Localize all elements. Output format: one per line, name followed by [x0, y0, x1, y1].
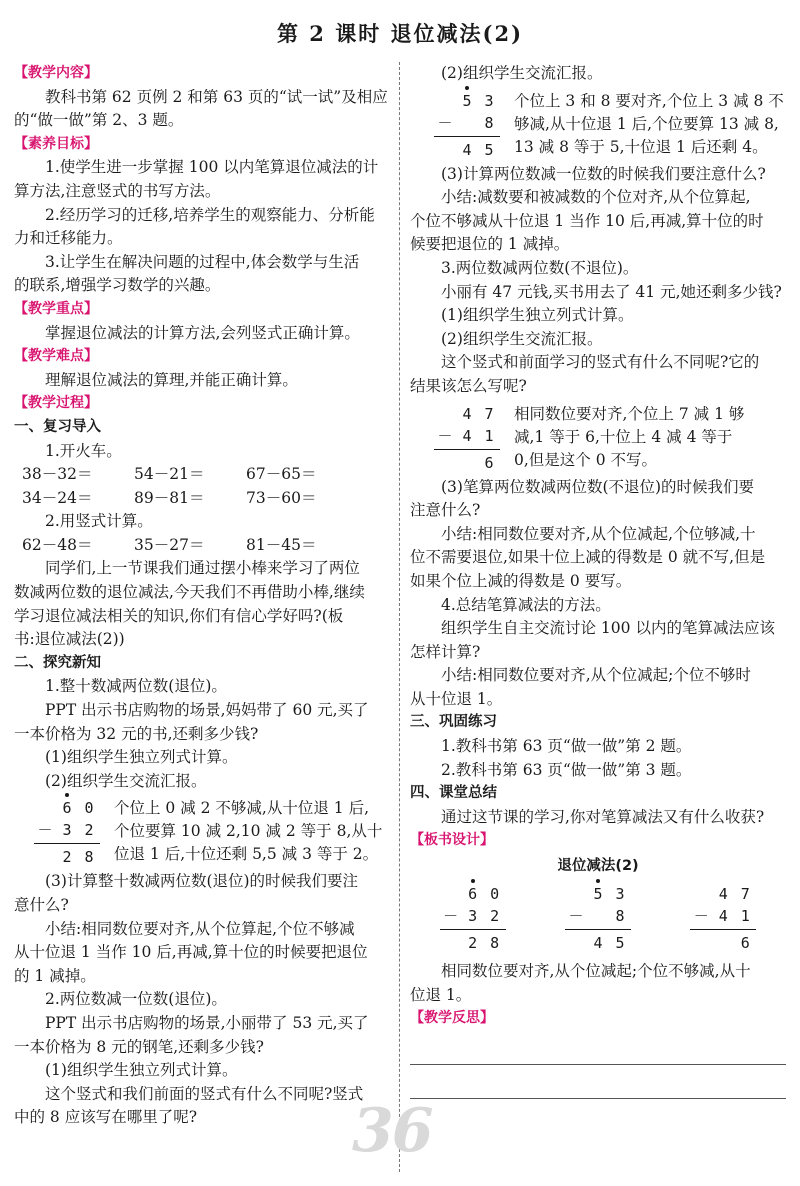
calc-digit	[712, 932, 734, 954]
paragraph-line: 意什么?	[14, 896, 69, 914]
paragraph-line: 小结:相同数位要对齐,从个位减起;个位不够时	[441, 666, 751, 685]
paragraph-line: 这个竖式和我们前面的竖式有什么不同呢?竖式	[45, 1084, 364, 1103]
paragraph-line: (2)组织学生交流汇报。	[441, 329, 603, 348]
calc-digit: 4	[718, 907, 728, 926]
calc-explanation	[500, 403, 786, 472]
paragraph-line: 这个竖式和前面学习的竖式有什么不同呢?它的	[441, 353, 760, 372]
calc-rule	[34, 843, 100, 844]
section-heading: 一、复习导入	[14, 418, 101, 435]
section-tag-board: 【板书设计】	[410, 832, 494, 849]
calc-digit: 7	[740, 885, 750, 904]
calc-block	[410, 403, 786, 474]
exercise-row	[14, 534, 392, 558]
paragraph-line: 同学们,上一节课我们通过摆小棒来学习了两位	[45, 559, 360, 578]
calc-digit	[456, 452, 478, 474]
calc-digit: 6	[740, 934, 750, 953]
calc-digit	[34, 797, 56, 819]
section-tag-reflection: 【教学反思】	[410, 1010, 494, 1027]
vertical-calculation	[434, 403, 500, 474]
paragraph-line: 学习退位减法相关的知识,你们有信心学好吗?(板	[14, 606, 344, 625]
section-tag-content: 【教学内容】	[14, 65, 98, 81]
page-number-watermark: 36	[352, 1096, 432, 1166]
calc-digit: 5	[615, 934, 625, 953]
exercise-row	[14, 487, 392, 511]
paragraph-line: 小结:相同数位要对齐,从个位算起,个位不够减	[45, 919, 355, 938]
page-title: 第 2 课时 退位减法(2)	[276, 21, 524, 46]
left-column	[14, 62, 392, 1130]
reflection-line[interactable]	[410, 1065, 786, 1099]
calc-digit	[434, 90, 456, 112]
minus-sign: －	[437, 426, 453, 445]
calc-digit	[434, 452, 456, 474]
vertical-calculation	[690, 883, 756, 954]
calc-digit: 3	[484, 91, 494, 110]
explanation-line: 13 减 8 等于 5,十位退 1 后还剩 4。	[514, 137, 768, 156]
exercise-item: 62－48＝	[22, 535, 93, 554]
calc-digit: 8	[490, 934, 500, 953]
paragraph-line: 1.开火车。	[45, 441, 122, 460]
calc-digit: 4	[718, 885, 728, 904]
explanation-line: 位退 1 后,十位还剩 5,5 减 3 等于 2。	[114, 845, 379, 864]
paragraph-line: PPT 出示书店购物的场景,小丽带了 53 元,买了	[45, 1013, 369, 1032]
exercise-item: 35－27＝	[134, 535, 205, 554]
calc-explanation	[100, 797, 392, 866]
calc-digit: 3	[62, 821, 72, 840]
calc-digit: 4	[462, 426, 472, 445]
paragraph-line: 2.教科书第 63 页“做一做”第 3 题。	[441, 760, 692, 779]
paragraph-line: 3.两位数减两位数(不退位)。	[441, 258, 639, 277]
paragraph-line: 从十位退 1 当作 10 后,再减,算十位的时候要把退位	[14, 943, 368, 962]
calc-digit: 5	[593, 885, 603, 904]
calc-digit	[440, 883, 462, 905]
explanation-line: 减,1 等于 6,十位上 4 减 4 等于	[514, 427, 733, 446]
paragraph-line: 算方法,注意竖式的书写方法。	[14, 181, 221, 200]
exercise-item: 89－81＝	[134, 488, 205, 507]
calc-digit: 7	[484, 404, 494, 423]
paragraph-line: (3)计算整十数减两位数(退位)的时候我们要注	[45, 872, 359, 891]
borrow-dot	[471, 879, 475, 883]
explanation-line: 0,但是这个 0 不写。	[514, 450, 658, 469]
paragraph-line: 位不需要退位,如果十位上减的得数是 0 就不写,但是	[410, 548, 766, 567]
calc-digit-borrow	[456, 90, 478, 112]
section-tag-goals: 【素养目标】	[14, 135, 98, 152]
calc-digit: 3	[615, 885, 625, 904]
calc-explanation	[500, 90, 786, 159]
calc-block	[14, 797, 392, 868]
calc-digit	[456, 112, 478, 134]
paragraph-line: 4.总结笔算减法的方法。	[441, 595, 611, 614]
calc-digit	[690, 883, 712, 905]
paragraph-line: (1)组织学生独立列式计算。	[441, 306, 634, 325]
paragraph-line: 1.使学生进一步掌握 100 以内笔算退位减法的计	[45, 158, 379, 177]
vertical-calculation	[434, 90, 500, 161]
board-calculations	[410, 883, 786, 954]
reflection-line[interactable]	[410, 1031, 786, 1065]
paragraph-line: 个位不够减从十位退 1 当作 10 后,再减,算十位的时	[410, 211, 764, 230]
calc-digit	[434, 139, 456, 161]
paragraph-line: 2.经历学习的迁移,培养学生的观察能力、分析能	[45, 205, 375, 224]
paragraph-line: 通过这节课的学习,你对笔算减法又有什么收获?	[441, 807, 765, 826]
paragraph-line: 的联系,增强学习数学的兴趣。	[14, 276, 221, 295]
calc-digit: 8	[484, 113, 494, 132]
calc-rule	[440, 929, 506, 930]
calc-digit	[565, 883, 587, 905]
calc-digit: 1	[740, 907, 750, 926]
minus-sign: －	[693, 907, 709, 926]
vertical-calculation	[565, 883, 631, 954]
minus-sign: －	[568, 907, 584, 926]
paragraph-line: 2.两位数减一位数(退位)。	[45, 990, 227, 1009]
calc-digit-borrow	[587, 883, 609, 905]
borrow-dot	[65, 793, 69, 797]
paragraph-line: 书:退位减法(2))	[14, 630, 125, 649]
paragraph-line: 的 1 减掉。	[14, 966, 96, 985]
calc-digit: 1	[484, 426, 494, 445]
paragraph-line: 一本价格为 8 元的钢笔,还剩多少钱?	[14, 1037, 264, 1056]
vertical-calculation	[34, 797, 100, 868]
borrow-dot	[465, 86, 469, 90]
section-tag-difficulty: 【教学难点】	[14, 348, 98, 365]
calc-digit: 8	[615, 907, 625, 926]
paragraph-line: 小结:减数要和被减数的个位对齐,从个位算起,	[441, 188, 751, 207]
section-heading: 四、课堂总结	[410, 785, 497, 802]
paragraph-line: (1)组织学生独立列式计算。	[45, 748, 238, 767]
paragraph-line: 一本价格为 32 元的书,还剩多少钱?	[14, 724, 259, 743]
calc-digit: 5	[484, 140, 494, 159]
exercise-item: 38－32＝	[22, 465, 93, 484]
paragraph-line: (2)组织学生交流汇报。	[441, 64, 603, 82]
explanation-line: 个位要算 10 减 2,10 减 2 等于 8,从十	[114, 822, 383, 841]
borrow-dot	[596, 879, 600, 883]
paragraph-line: 组织学生自主交流讨论 100 以内的笔算减法应该	[441, 619, 775, 638]
calc-digit	[34, 846, 56, 868]
calc-digit-borrow	[56, 797, 78, 819]
paragraph-line: 教科书第 62 页例 2 和第 63 页的“试一试”及相应	[45, 87, 388, 106]
paragraph-line: PPT 出示书店购物的场景,妈妈带了 60 元,买了	[45, 701, 369, 720]
calc-rule	[434, 449, 500, 450]
paragraph-line: 2.用竖式计算。	[45, 512, 153, 531]
calc-digit	[565, 932, 587, 954]
section-tag-key: 【教学重点】	[14, 300, 98, 317]
paragraph-line: 相同数位要对齐,从个位减起;个位不够减,从十	[441, 962, 751, 981]
paragraph-line: 理解退位减法的算理,并能正确计算。	[45, 370, 298, 389]
column-divider	[399, 62, 400, 1172]
paragraph-line: 候要把退位的 1 减掉。	[410, 235, 570, 254]
calc-digit: 6	[62, 799, 72, 818]
paragraph-line: (3)笔算两位数减两位数(不退位)的时候我们要	[441, 477, 755, 496]
board-title: 退位减法(2)	[557, 858, 639, 875]
explanation-line: 个位上 3 和 8 要对齐,个位上 3 减 8 不	[514, 91, 784, 110]
paragraph-line: 中的 8 应该写在哪里了呢?	[14, 1108, 198, 1127]
paragraph-line: 怎样计算?	[410, 642, 481, 661]
calc-rule	[434, 136, 500, 137]
paragraph-line: 小丽有 47 元钱,买书用去了 41 元,她还剩多少钱?	[441, 282, 782, 301]
calc-digit: 0	[490, 885, 500, 904]
exercise-item: 67－65＝	[246, 465, 317, 484]
calc-rule	[690, 929, 756, 930]
explanation-line: 够减,从十位退 1 后,个位要算 13 减 8,	[514, 114, 779, 133]
paragraph-line: (2)组织学生交流汇报。	[45, 771, 207, 790]
calc-digit	[587, 905, 609, 927]
paragraph-line: 1.整十数减两位数(退位)。	[45, 677, 227, 696]
calc-digit	[434, 403, 456, 425]
paragraph-line: 掌握退位减法的计算方法,会列竖式正确计算。	[45, 323, 360, 342]
section-heading: 三、巩固练习	[410, 714, 497, 731]
calc-digit: 2	[84, 821, 94, 840]
paragraph-line: (1)组织学生独立列式计算。	[45, 1061, 238, 1080]
vertical-calculation	[440, 883, 506, 954]
calc-digit-borrow	[462, 883, 484, 905]
paragraph-line: 从十位退 1。	[410, 689, 503, 708]
calc-digit: 2	[468, 934, 478, 953]
exercise-item: 73－60＝	[246, 488, 317, 507]
calc-digit: 4	[593, 934, 603, 953]
minus-sign: －	[37, 821, 53, 840]
paragraph-line: 小结:相同数位要对齐,从个位减起,个位够减,十	[441, 524, 756, 543]
right-column	[410, 62, 786, 1099]
calc-digit: 6	[468, 885, 478, 904]
calc-digit: 2	[490, 907, 500, 926]
calc-digit: 3	[468, 907, 478, 926]
paragraph-line: 数减两位数的退位减法,今天我们不再借助小棒,继续	[14, 583, 365, 602]
paragraph-line: 1.教科书第 63 页“做一做”第 2 题。	[441, 737, 692, 756]
calc-digit: 4	[462, 140, 472, 159]
calc-rule	[565, 929, 631, 930]
section-tag-process: 【教学过程】	[14, 395, 98, 412]
minus-sign: －	[443, 907, 459, 926]
calc-digit: 4	[462, 404, 472, 423]
calc-digit: 0	[84, 799, 94, 818]
calc-digit: 2	[62, 848, 72, 867]
explanation-line: 个位上 0 减 2 不够减,从十位退 1 后,	[114, 799, 370, 818]
paragraph-line: 如果个位上减的得数是 0 要写。	[410, 571, 632, 590]
calc-digit: 5	[462, 91, 472, 110]
paragraph-line: 位退 1。	[410, 985, 472, 1004]
paragraph-line: 3.让学生在解决问题的过程中,体会数学与生活	[45, 252, 360, 271]
calc-digit: 8	[84, 848, 94, 867]
exercise-item: 54－21＝	[134, 465, 205, 484]
paragraph-line: 的“做一做”第 2、3 题。	[14, 111, 184, 130]
paragraph-line: 注意什么?	[410, 501, 481, 520]
calc-digit	[440, 932, 462, 954]
exercise-row	[14, 463, 392, 487]
paragraph-line: 结果该怎么写呢?	[410, 376, 527, 395]
calc-block	[410, 90, 786, 161]
section-heading: 二、探究新知	[14, 654, 101, 671]
exercise-item: 34－24＝	[22, 488, 93, 507]
paragraph-line: 力和迁移能力。	[14, 229, 123, 248]
calc-digit: 6	[484, 453, 494, 472]
minus-sign: －	[437, 113, 453, 132]
paragraph-line: (3)计算两位数减一位数的时候我们要注意什么?	[441, 164, 766, 183]
explanation-line: 相同数位要对齐,个位上 7 减 1 够	[514, 404, 745, 423]
exercise-item: 81－45＝	[246, 535, 317, 554]
calc-digit	[690, 932, 712, 954]
